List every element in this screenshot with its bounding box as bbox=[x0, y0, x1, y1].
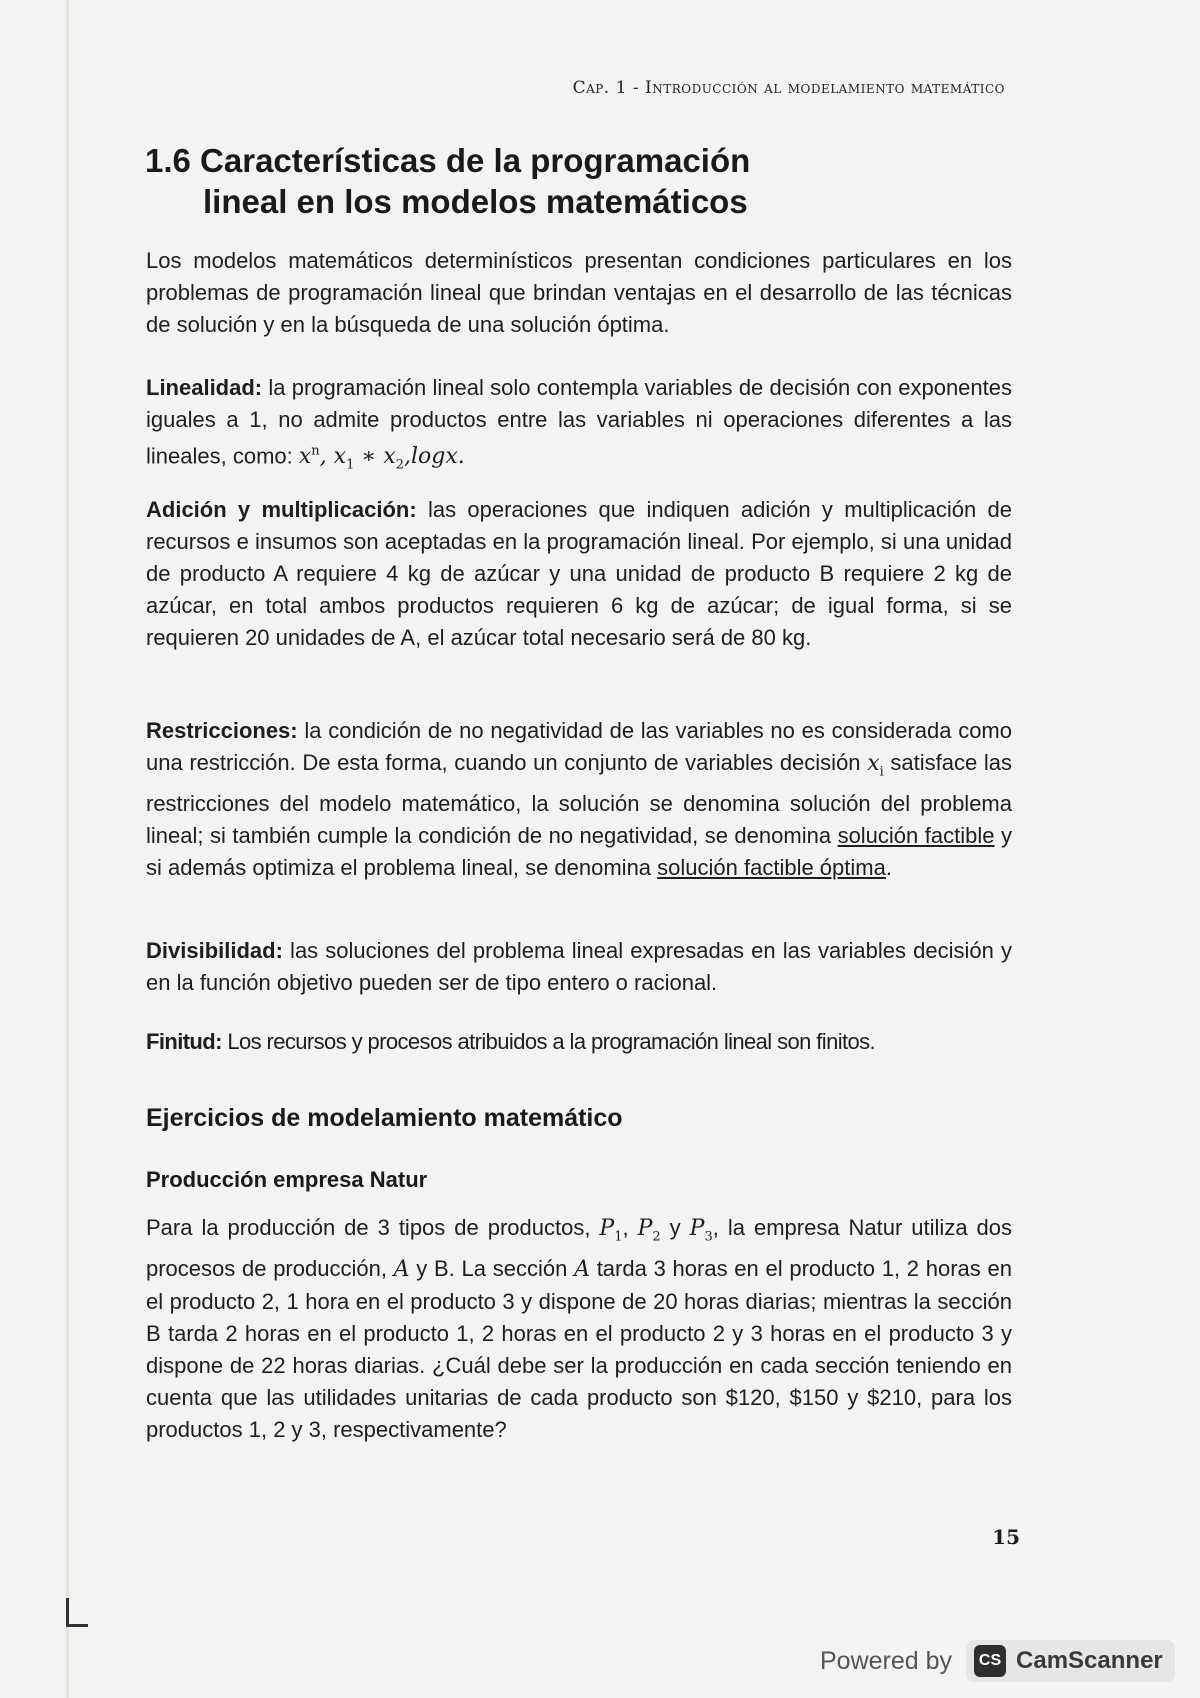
linealidad-paragraph bbox=[146, 372, 1012, 482]
restricciones-text: la condición de no negatividad de las variables no es considerada como una restricción. De esta forma, cuando un conjunto de variables decisión bbox=[146, 718, 1012, 775]
finitud-paragraph bbox=[146, 1026, 1012, 1058]
section-a: A bbox=[393, 1257, 410, 1283]
divisibilidad-paragraph bbox=[146, 935, 1012, 999]
linealidad-formula: $x^n$, $x_1$ ∗ $x_2,\log x$. bbox=[298, 444, 465, 473]
crop-mark bbox=[66, 1624, 88, 1627]
adicion-term: Adición y multiplicación: bbox=[146, 497, 417, 522]
watermark-badge bbox=[966, 1640, 1175, 1682]
restricciones-term: Restricciones: bbox=[146, 718, 298, 743]
adicion-paragraph bbox=[146, 494, 1012, 654]
finitud-text: Los recursos y procesos atribuidos a la programación lineal son finitos. bbox=[221, 1029, 876, 1054]
section-a: A bbox=[574, 1257, 590, 1283]
solucion-factible-optima-term: solución factible óptima bbox=[657, 855, 886, 881]
problem-title: Producción empresa Natur bbox=[146, 1167, 428, 1192]
section-title bbox=[145, 140, 865, 222]
variable-xi: $x_i$ bbox=[867, 751, 884, 780]
watermark-powered-text: Powered by bbox=[820, 1646, 953, 1675]
page-number: 15 bbox=[992, 1525, 1020, 1549]
section-title-line2: lineal en los modelos matemáticos bbox=[203, 183, 748, 220]
problem-paragraph: Para la producción de 3 tipos de productos, $P_1$, $P_2$ y $P_3$, la empresa Natur utiliza dos procesos de producción, A y B. La sección A tarda 3 horas en el producto 1, 2 horas en el producto 2, 1 hora en el producto 3 y dispone de 20 horas diarias; mientras la sección B tarda 2 horas en el producto 1, 2 horas en el producto 2 y 3 horas en el producto 3 y dispone de 22 horas diarias. ¿Cuál debe ser la producción en cada sección teniendo en cuenta que las utilidades unitarias de cada producto son $120, $150 y $210, para los productos 1, 2 y 3, respectivamente? bbox=[146, 1215, 1012, 1443]
running-header: Cap. 1 - Introducción al modelamiento matemático bbox=[572, 78, 1005, 98]
camscanner-watermark bbox=[820, 1634, 1190, 1688]
solucion-factible-term: solución factible bbox=[837, 823, 995, 849]
watermark-brand: CamScanner bbox=[1016, 1647, 1163, 1674]
product-p2: $P_2$ bbox=[637, 1216, 661, 1245]
divisibilidad-text: las soluciones del problema lineal expresadas en las variables decisión y en la función objetivo pueden ser de tipo entero o racional. bbox=[146, 938, 1012, 995]
linealidad-term: Linealidad: bbox=[146, 375, 263, 400]
restricciones-paragraph: Restricciones: la condición de no negatividad de las variables no es considerada como una restricción. De esta forma, cuando un conjunto de variables decisión $x_i$ satisface las restricciones del modelo matemático, la solución se denomina solución del problema lineal; si también cumple la condición de no negatividad, se denomina solución factible y si además optimiza el problema lineal, se denomina solución factible óptima. bbox=[146, 718, 1012, 881]
product-p3: $P_3$ bbox=[689, 1216, 713, 1245]
camscanner-logo-icon: CS bbox=[974, 1645, 1006, 1677]
restricciones-text: y si además optimiza el problema lineal, se denomina bbox=[146, 823, 1012, 881]
scan-edge bbox=[66, 0, 69, 1698]
restricciones-text: satisface las restricciones del modelo matemático, la solución se denomina solución del problema lineal; si también cumple la condición de no negatividad, se denomina bbox=[146, 750, 1012, 849]
divisibilidad-term: Divisibilidad: bbox=[146, 938, 283, 963]
section-title-line1: 1.6 Características de la programación bbox=[145, 142, 751, 179]
adicion-text: las operaciones que indiquen adición y multiplicación de recursos e insumos son aceptadas en la programación lineal. Por ejemplo, si una unidad de producto A requiere 4 kg de azúcar y una unidad de producto B requiere 2 kg de azúcar, en total ambos productos requieren 6 kg de azúcar; de igual forma, si se requieren 20 unidades de A, el azúcar total necesario será de 80 kg. bbox=[146, 497, 1012, 650]
linealidad-text: la programación lineal solo contempla variables de decisión con exponentes iguales a 1, no admite productos entre las variables ni operaciones diferentes a las lineales, como: bbox=[146, 375, 1012, 469]
crop-mark bbox=[66, 1598, 69, 1626]
ejercicios-title: Ejercicios de modelamiento matemático bbox=[146, 1104, 623, 1132]
finitud-term: Finitud: bbox=[146, 1029, 222, 1054]
product-p1: $P_1$ bbox=[599, 1216, 623, 1245]
intro-paragraph: Los modelos matemáticos determinísticos presentan condiciones particulares en los problemas de programación lineal que brindan ventajas en el desarrollo de las técnicas de solución y en la búsqueda de una solución óptima. bbox=[146, 248, 1012, 337]
